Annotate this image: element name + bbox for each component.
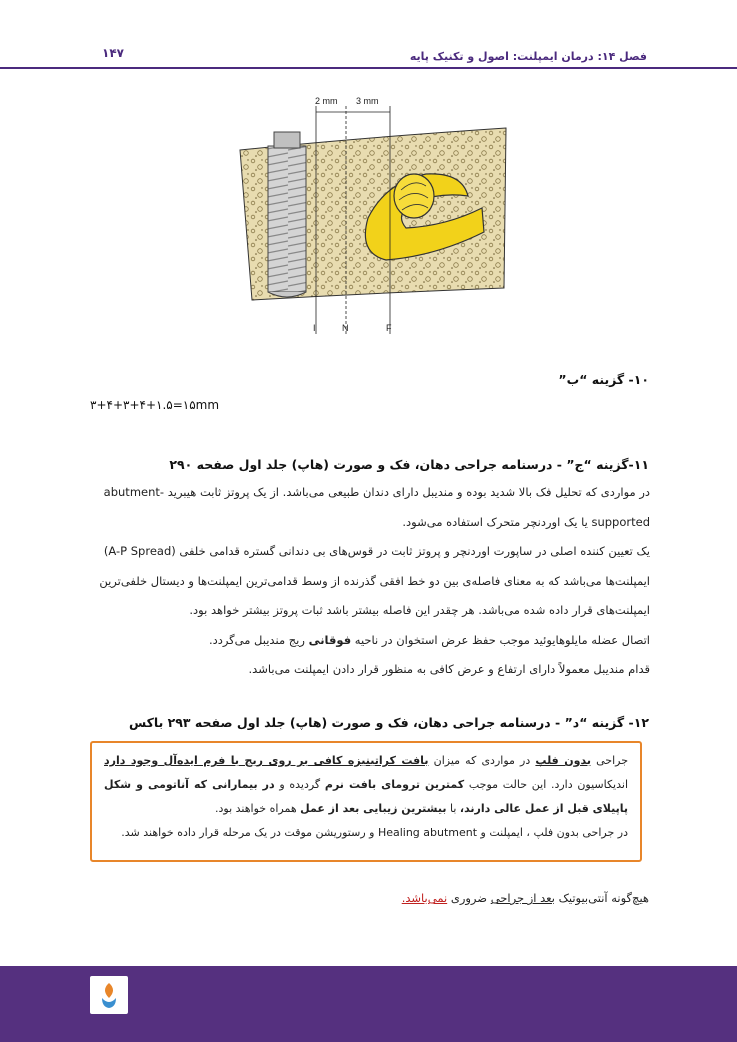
q11-line: قدام مندیبل معمولاً دارای ارتفاع و عرض کافی به منظور قرار دادن ایمپلنت می‌باشد. — [248, 662, 650, 676]
box-paragraph: در جراحی بدون فلپ ، ایمپلنت و Healing abutment و رستوریشن موقت در یک مرحله قرار داده خواهند شد. — [121, 826, 628, 839]
q11-line: ایمپلنت‌ها می‌باشد که به معنای فاصله‌ی بین دو خط افقی گذرنده از وسط قدامی‌ترین ایمپلنت‌ها و دیستال خلفی‌ترین — [99, 573, 650, 588]
implant-body — [268, 146, 306, 292]
line-label-i: I — [313, 323, 316, 333]
flapless-surgery-box — [90, 741, 642, 862]
q11-heading: ۱۱-گزینه “ج” - درسنامه جراحی دهان، فک و صورت (هاپ) جلد اول صفحه ۲۹۰ — [169, 457, 649, 472]
antibiotic-note: هیچ‌گونه آنتی‌بیوتیک بعد از جراحی ضروری نمی‌باشد. — [401, 891, 649, 905]
q10-heading: ۱۰- گزینه “ب” — [558, 372, 649, 387]
page-header-title: فصل ۱۴: درمان ایمپلنت: اصول و تکنیک پایه — [409, 50, 647, 63]
q11-line: یک تعیین کننده اصلی در ساپورت اوردنچر و پروتز ثابت در قوس‌های بی دندانی گستره قدامی خلفی (A-P Spread) — [103, 544, 650, 558]
dim-label-3mm: 3 mm — [356, 96, 379, 106]
q10-formula: ۳+۴+۳+۴+۱.۵=۱۵mm — [90, 398, 220, 412]
line-label-f: F — [386, 323, 392, 333]
nerve-bundle — [394, 174, 434, 218]
q11-body — [90, 478, 650, 685]
box-paragraph: جراحی بدون فلپ در مواردی که میزان بافت کراتینیزه کافی بر روی ریج با فرم ایده‌آل وجود دارد اندیکاسیون دارد. این حالت موجب کمترین ترومای بافت نرم گردیده و در بیمارانی که آناتومی و شکل پاپیلای قبل از عمل عالی دارند، با بیشترین زیبایی بعد از عمل همراه خواهند بود. — [104, 754, 629, 815]
q11-line: ایمپلنت‌های قرار داده شده می‌باشد. هر چقدر این فاصله بیشتر باشد ثبات پروتز بیشتر خواهد بود. — [189, 603, 650, 617]
line-label-n: N — [342, 323, 349, 333]
q11-line: supported یا یک اوردنچر متحرک استفاده می‌شود. — [402, 514, 650, 529]
q12-heading: ۱۲- گزینه “د” - درسنامه جراحی دهان، فک و صورت (هاپ) جلد اول صفحه ۲۹۳ باکس — [128, 715, 649, 730]
page-number: ۱۴۷ — [102, 46, 124, 60]
q11-line: در مواردی که تحلیل فک بالا شدید بوده و مندیبل دارای دندان طبیعی می‌باشد. از یک پروتز ثابت هیبرید -abutment — [103, 485, 650, 499]
q11-line-muscle: اتصال عضله مایلوهایوئید موجب حفظ عرض استخوان در ناحیه فوقانی ریج مندیبل می‌گردد. — [208, 632, 650, 647]
implant-nerve-diagram — [236, 88, 508, 338]
implant-hex — [274, 132, 300, 148]
publisher-logo — [90, 976, 128, 1014]
header-divider — [0, 67, 737, 69]
dim-label-2mm: 2 mm — [315, 96, 338, 106]
